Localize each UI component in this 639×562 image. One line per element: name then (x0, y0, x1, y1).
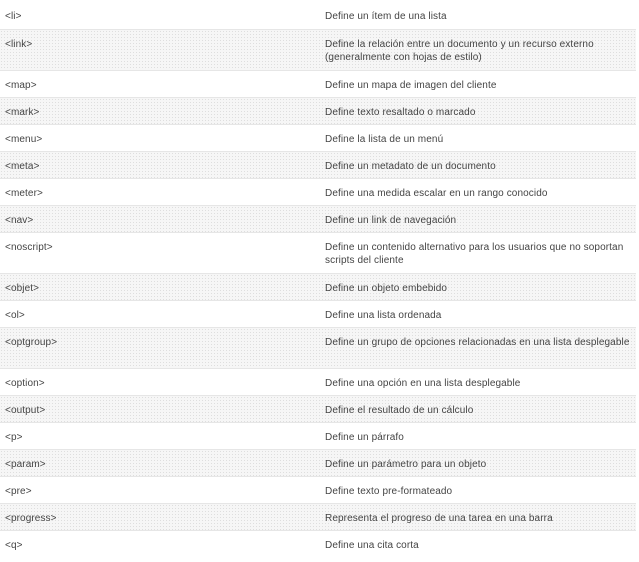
tag-cell: <nav> (5, 214, 34, 226)
table-row (0, 232, 636, 273)
tag-cell: <noscript> (5, 241, 53, 253)
tag-cell: <li> (5, 11, 22, 22)
table-row (0, 476, 636, 503)
table-row (0, 368, 636, 395)
tag-cell: <progress> (5, 512, 57, 524)
description-cell: Define texto pre-formateado (325, 485, 453, 497)
table-row (0, 29, 636, 70)
table-row (0, 503, 636, 530)
table-row (0, 97, 636, 124)
tag-cell: <output> (5, 404, 46, 416)
table-row (0, 205, 636, 232)
description-cell: Define un objeto embebido (325, 282, 448, 294)
table-row (0, 530, 636, 557)
description-cell: Define un contenido alternativo para los usuarios que no soportan scripts del cliente (325, 241, 624, 266)
tag-cell: <meta> (5, 160, 40, 172)
description-cell: Define un link de navegación (325, 214, 457, 226)
description-cell: Define una medida escalar en un rango conocido (325, 187, 548, 199)
table-row (0, 422, 636, 449)
description-cell: Define una lista ordenada (325, 309, 442, 321)
tag-cell: <link> (5, 38, 33, 50)
tag-cell: <meter> (5, 187, 43, 199)
table-row (0, 395, 636, 422)
description-cell: Define un parámetro para un objeto (325, 458, 487, 470)
html-tags-table (0, 2, 636, 557)
table-row (0, 449, 636, 476)
tag-cell: <optgroup> (5, 336, 58, 348)
table-row (0, 70, 636, 97)
table-row (0, 273, 636, 300)
table-row (0, 178, 636, 205)
tag-cell: <menu> (5, 133, 43, 145)
tag-cell: <ol> (5, 309, 25, 321)
tag-cell: <pre> (5, 485, 32, 497)
description-cell: Define la lista de un menú (325, 133, 444, 145)
tag-cell: <param> (5, 458, 46, 470)
tag-cell: <map> (5, 79, 37, 91)
table-row (0, 2, 636, 29)
tag-cell: <objet> (5, 282, 40, 294)
description-cell: Define un párrafo (325, 431, 404, 443)
tag-cell: <mark> (5, 106, 40, 118)
description-cell: Define el resultado de un cálculo (325, 404, 474, 416)
table-row (0, 300, 636, 327)
description-cell: Define texto resaltado o marcado (325, 106, 476, 118)
description-cell: Representa el progreso de una tarea en una barra (325, 512, 553, 524)
description-cell: Define un metadato de un documento (325, 160, 496, 172)
tag-cell: <option> (5, 377, 45, 389)
description-cell: Define un mapa de imagen del cliente (325, 79, 497, 91)
description-cell: Define un ítem de una lista (325, 11, 447, 22)
tag-cell: <p> (5, 431, 23, 443)
table-row (0, 327, 636, 368)
description-cell: Define una opción en una lista desplegable (325, 377, 521, 389)
table-row (0, 124, 636, 151)
description-cell: Define la relación entre un documento y un recurso externo (generalmente con hojas de estilo) (325, 38, 594, 63)
table-row (0, 151, 636, 178)
description-cell: Define un grupo de opciones relacionadas en una lista desplegable (325, 336, 630, 348)
description-cell: Define una cita corta (325, 539, 419, 551)
tag-cell: <q> (5, 539, 23, 551)
